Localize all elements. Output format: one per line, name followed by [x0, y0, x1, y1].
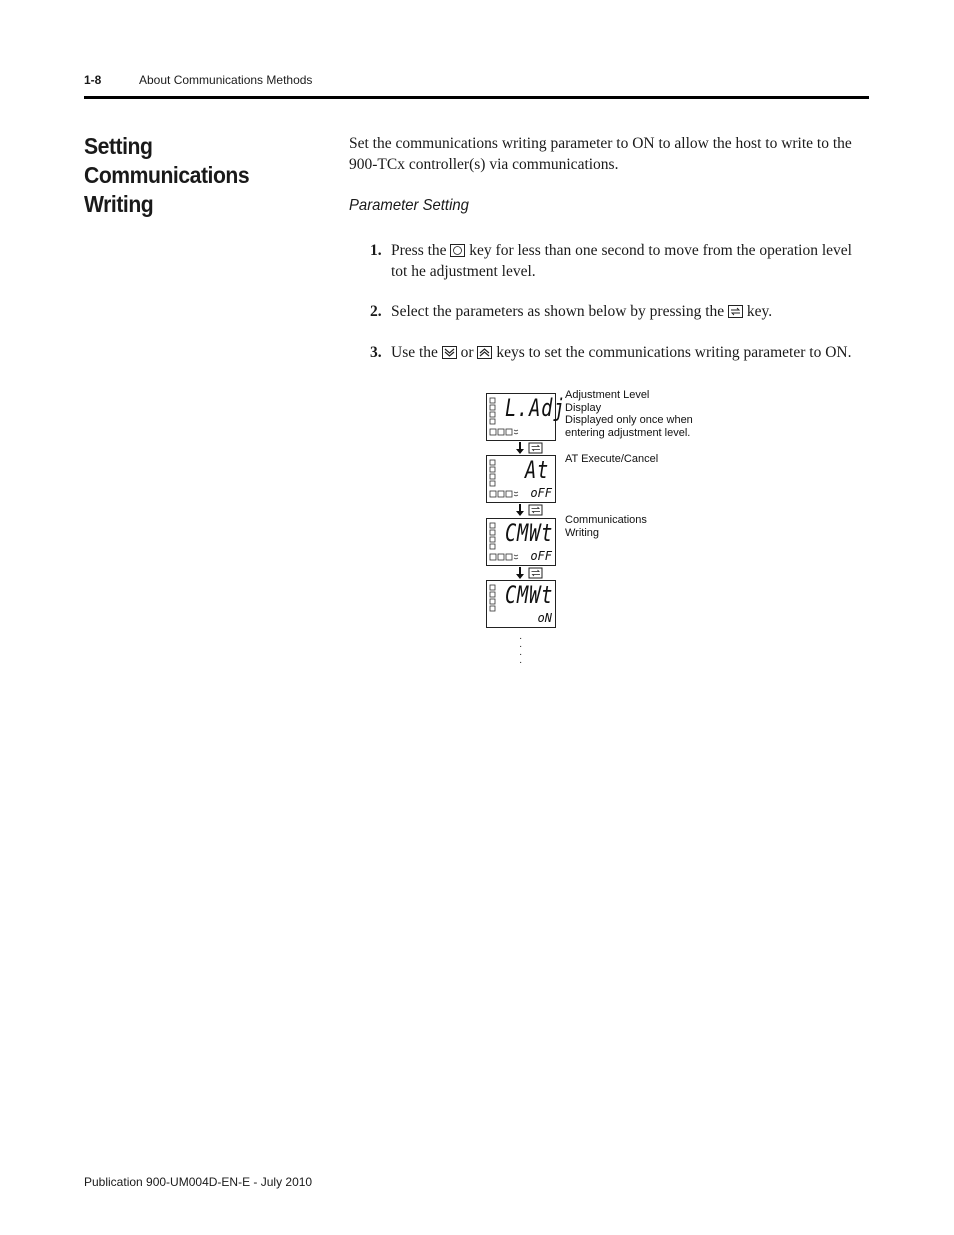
step-text-before: Use the	[391, 344, 438, 361]
sub-display-value: oFF	[530, 486, 552, 500]
display-label: Adjustment Level Display Displayed only once when entering adjustment level.	[565, 389, 693, 439]
chapter-title: About Communications Methods	[139, 73, 313, 87]
controller-display	[486, 393, 566, 441]
step-number: 2.	[370, 303, 382, 320]
controller-display	[486, 580, 556, 628]
section-title: Setting Communications Writing	[84, 133, 250, 217]
display-label: Communications Writing	[565, 514, 647, 539]
intro-paragraph: Set the communications writing parameter to ON to allow the host to write to the 900-TCx controller(s) via communications.	[349, 135, 852, 173]
up-key-icon	[477, 346, 492, 359]
next-step-arrow-icon	[514, 441, 554, 455]
step-number: 1.	[370, 242, 382, 259]
sub-display-value: oFF	[530, 549, 552, 563]
header-rule	[84, 96, 869, 99]
controller-display	[486, 455, 556, 503]
main-display-value: L.Adj	[505, 394, 566, 422]
down-key-icon	[442, 346, 457, 359]
level-key-icon	[450, 244, 465, 257]
mode-key-icon	[728, 305, 743, 318]
step-1	[370, 240, 870, 282]
main-display-value: At	[525, 456, 550, 484]
step-3	[370, 342, 870, 363]
step-text-middle: or	[460, 344, 474, 361]
step-text-after: key for less than one second to move from the operation level tot he adjustment level.	[391, 242, 852, 280]
publication-footer: Publication 900-UM004D-EN-E - July 2010	[84, 1175, 313, 1189]
main-display-value: CMWt	[505, 581, 554, 609]
main-display-value: CMWt	[505, 519, 554, 547]
parameter-sequence-diagram	[470, 385, 730, 675]
step-text-before: Press the	[391, 242, 447, 259]
next-step-arrow-icon	[514, 566, 554, 580]
next-step-arrow-icon	[514, 503, 554, 517]
page-header	[84, 72, 869, 96]
parameter-setting-heading: Parameter Setting	[349, 197, 469, 214]
page-number: 1-8	[84, 73, 102, 87]
step-text-before: Select the parameters as shown below by pressing the	[391, 303, 725, 320]
display-label: AT Execute/Cancel	[565, 453, 659, 465]
step-2	[370, 301, 870, 322]
step-number: 3.	[370, 344, 382, 361]
sub-display-value: oN	[537, 611, 552, 625]
controller-display	[486, 518, 556, 566]
step-text-after: key.	[746, 303, 773, 320]
step-text-after: keys to set the communications writing parameter to ON.	[496, 344, 852, 361]
continuation-dots: · · · ·	[519, 633, 523, 668]
